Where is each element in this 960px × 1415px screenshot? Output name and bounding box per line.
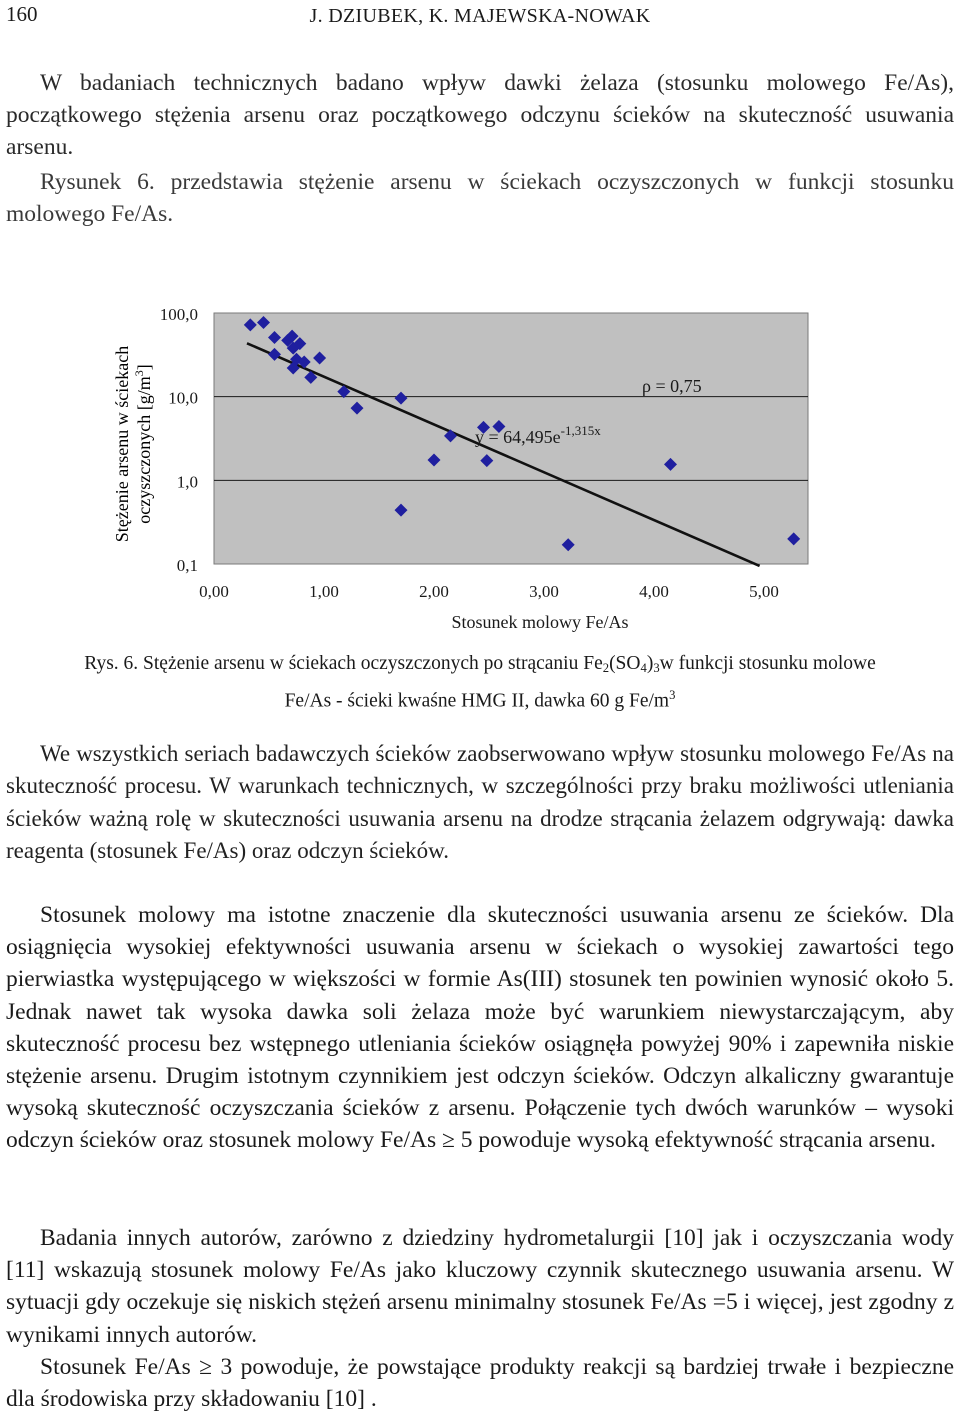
caption-sub-3: 3: [653, 661, 660, 676]
x-tick-label: 3,00: [529, 582, 559, 601]
caption-text-5: Fe/As - ścieki kwaśne HMG II, dawka 60 g Fe/m: [284, 690, 670, 712]
y-tick-label: 1,0: [176, 472, 198, 492]
paragraph-4: Stosunek molowy ma istotne znaczenie dla skuteczności usuwania arsenu ze ścieków. Dla osiągnięcia wysokiej efektywności usuwania arsenu w ściekach o wysokiej zawartości tego pierwiastka występującego w większości w formie As(III) stosunek ten powinien wynosić około 5. Jednak nawet tak wysoka dawka soli żelaza może być warunkiem niewystarczającym, aby skuteczność procesu bez wstępnego utleniania ścieków osiągnęła powyżej 90% i zapewniła niskie stężenie arsenu. Drugim istotnym czynnikiem jest odczyn ścieków. Odczyn alkaliczny gwarantuje wysoką skuteczność oczyszczania ścieków z arsenu. Połączenie tych dwóch warunków – wysoki odczyn ścieków oraz stosunek molowy Fe/As ≥ 5 powoduje wysoką efektywność strącania arsenu.: [6, 902, 954, 1154]
caption-sub-2: 4: [640, 661, 647, 676]
caption-sup-1: 3: [669, 688, 676, 703]
caption-sub-1: 2: [602, 661, 610, 676]
figure-caption: [0, 650, 960, 715]
y-tick-label: 100,0: [159, 305, 198, 324]
paragraph-3: We wszystkich seriach badawczych ścieków zaobserwowano wpływ stosunku molowego Fe/As na skuteczność procesu. W warunkach technicznych, w szczególności przy braku możliwości utleniania ścieków ważną rolę w skuteczności usuwania arsenu na drodze strącania żelazem odgrywają: dawka reagenta (stosunek Fe/As) oraz odczyn ścieków.: [6, 741, 954, 863]
equation-exponent: -1,315x: [560, 423, 601, 438]
y-axis-label-sup: 3: [132, 370, 146, 377]
y-tick-label: 0,1: [176, 556, 198, 575]
caption-line-2: [0, 682, 960, 715]
x-axis-label: Stosunek molowy Fe/As: [451, 612, 629, 632]
y-axis-label-line-2: [132, 364, 154, 523]
paragraph-2: Rysunek 6. przedstawia stężenie arsenu w ściekach oczyszczonych w funkcji stosunku molowego Fe/As.: [6, 169, 954, 228]
y-axis-label-end: ]: [134, 364, 154, 371]
figure-6-chart: [100, 296, 820, 636]
caption-line-1: [0, 650, 960, 682]
correlation-label: ρ = 0,75: [642, 376, 702, 396]
x-tick-label: 2,00: [419, 582, 449, 601]
y-axis-label-text: oczyszczonych [g/m: [134, 376, 154, 524]
page-number: 160: [6, 2, 38, 26]
y-axis-label-group: [112, 346, 154, 542]
x-tick-label: 5,00: [749, 582, 779, 601]
caption-text-3: ): [646, 653, 654, 674]
paragraph-6: Stosunek Fe/As ≥ 3 powoduje, że powstające produkty reakcji są bardziej trwałe i bezpieczne dla środowiska przy składowaniu [10] .: [6, 1354, 954, 1413]
caption-text-4: w funkcji stosunku molowe: [659, 653, 876, 674]
x-tick-label: 4,00: [639, 582, 669, 601]
equation-base: y = 64,495e: [475, 427, 561, 447]
y-tick-label: 10,0: [168, 388, 198, 408]
caption-text-2: (SO: [609, 653, 641, 674]
caption-text-1: Rys. 6. Stężenie arsenu w ściekach oczyszczonych po strącaniu Fe: [84, 653, 603, 674]
scatter-plot: [100, 296, 820, 636]
paragraph-5: Badania innych autorów, zarówno z dziedziny hydrometalurgii [10] jak i oczyszczania wody [11] wskazują stosunek molowy Fe/As jako kluczowy czynnik skutecznego usuwania arsenu. W sytuacji gdy oczekuje się niskich stężeń arsenu minimalny stosunek Fe/As =5 i więcej, jest zgodny z wynikami innych autorów.: [6, 1225, 954, 1348]
paragraph-1: W badaniach technicznych badano wpływ dawki żelaza (stosunku molowego Fe/As), początkowego stężenia arsenu oraz początkowego odczynu ścieków na skuteczność usuwania arsenu.: [6, 70, 954, 161]
x-tick-label: 0,00: [199, 582, 229, 601]
x-tick-label: 1,00: [309, 582, 339, 601]
running-header-authors: J. DZIUBEK, K. MAJEWSKA-NOWAK: [309, 5, 651, 27]
y-axis-label-line-1: Stężenie arsenu w ściekach: [112, 345, 132, 543]
